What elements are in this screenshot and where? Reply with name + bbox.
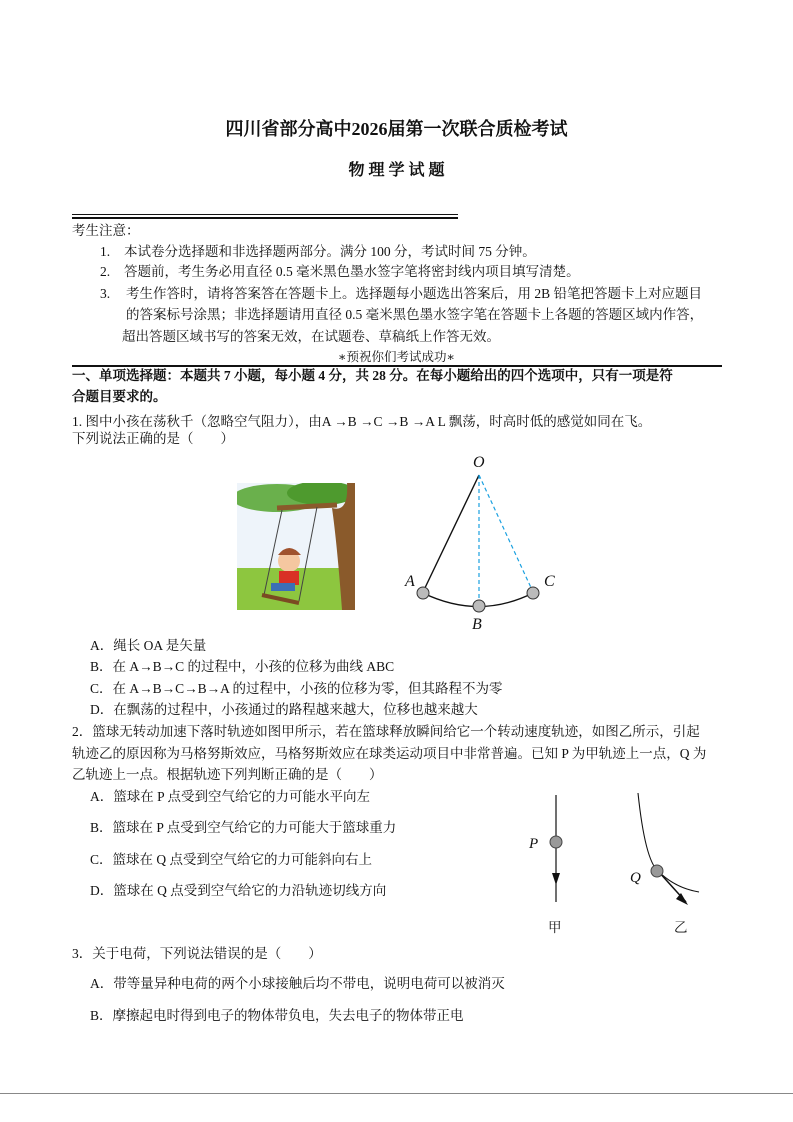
- label-P: P: [529, 836, 539, 852]
- notice-num: 1.: [100, 244, 111, 259]
- question-stem: 下列说法正确的是（ ）: [72, 431, 234, 446]
- divider: [72, 217, 458, 219]
- option-a: A．带等量异种电荷的两个小球接触后均不带电，说明电荷可以被消灭: [90, 976, 505, 991]
- wish-text: ∗预祝你们考试成功∗: [338, 350, 455, 364]
- question-stem: 乙轨迹上一点。根据轨迹下列判断正确的是（ ）: [72, 767, 383, 782]
- notice-text: 答题前，考生务必用直径 0.5 毫米黑色墨水签字笔将密封线内项目填写清楚。: [124, 264, 580, 279]
- option-d: D．篮球在 Q 点受到空气给它的力沿轨迹切线方向: [90, 883, 387, 898]
- notice-heading: 考生注意：: [72, 223, 140, 238]
- label-jia: 甲: [548, 920, 562, 935]
- page-bottom-line: [0, 1093, 793, 1094]
- exam-title: 四川省部分高中2026届第一次联合质检考试: [225, 119, 568, 139]
- section-heading: 一、单项选择题：本题共 7 小题，每小题 4 分，共 28 分。在每小题给出的四个选项中，只有一项是符: [72, 368, 673, 383]
- option-c: C．在 A→B→C→B→A 的过程中，小孩的位移为零，但其路程不为零: [90, 681, 503, 696]
- option-a: A．篮球在 P 点受到空气给它的力可能水平向左: [90, 789, 371, 804]
- label-A: A: [405, 573, 415, 590]
- label-O: O: [473, 454, 485, 471]
- label-yi: 乙: [674, 920, 688, 935]
- notice-text: 本试卷分选择题和非选择题两部分。满分 100 分，考试时间 75 分钟。: [124, 244, 536, 259]
- option-a: A．绳长 OA 是矢量: [90, 638, 207, 653]
- trajectory-diagram: [510, 785, 730, 915]
- option-d: D．在飘荡的过程中，小孩通过的路程越来越大，位移也越来越大: [90, 702, 478, 717]
- subject-title: 物 理 学 试 题: [348, 162, 445, 179]
- question-stem: 1. 图中小孩在荡秋千（忽略空气阻力），由A →B →C →B →A L 飘荡，时高时低的感觉如同在飞。: [72, 414, 652, 429]
- option-b: B．篮球在 P 点受到空气给它的力可能大于篮球重力: [90, 820, 397, 835]
- notice-text: 考生作答时，请将答案答在答题卡上。选择题每小题选出答案后，用 2B 铅笔把答题卡上对应题目: [126, 286, 703, 301]
- option-c: C．篮球在 Q 点受到空气给它的力可能斜向右上: [90, 852, 373, 867]
- pendulum-diagram: [400, 450, 570, 635]
- question-stem: 轨迹乙的原因称为马格努斯效应，马格努斯效应在球类运动项目中非常普遍。已知 P 为甲轨迹上一点，Q 为: [72, 746, 707, 761]
- divider: [72, 214, 458, 215]
- notice-num: 2.: [100, 264, 111, 279]
- question-stem: 2．篮球无转动加速下落时轨迹如图甲所示，若在篮球释放瞬间给它一个转动速度轨迹，如图乙所示，引起: [72, 724, 700, 739]
- label-B: B: [472, 616, 482, 633]
- notice-text: 超出答题区域书写的答案无效，在试题卷、草稿纸上作答无效。: [122, 329, 500, 344]
- label-Q: Q: [630, 870, 641, 886]
- section-heading: 合题目要求的。: [72, 389, 167, 404]
- notice-text: 的答案标号涂黑；非选择题请用直径 0.5 毫米黑色墨水签字笔在答题卡上各题的答题区域内作答，: [126, 307, 704, 322]
- label-C: C: [544, 573, 555, 590]
- notice-num: 3.: [100, 286, 111, 301]
- option-b: B．在 A→B→C 的过程中，小孩的位移为曲线 ABC: [90, 659, 395, 674]
- question-stem: 3．关于电荷，下列说法错误的是（ ）: [72, 946, 322, 961]
- option-b: B．摩擦起电时得到电子的物体带负电，失去电子的物体带正电: [90, 1008, 464, 1023]
- swing-illustration: [237, 483, 355, 610]
